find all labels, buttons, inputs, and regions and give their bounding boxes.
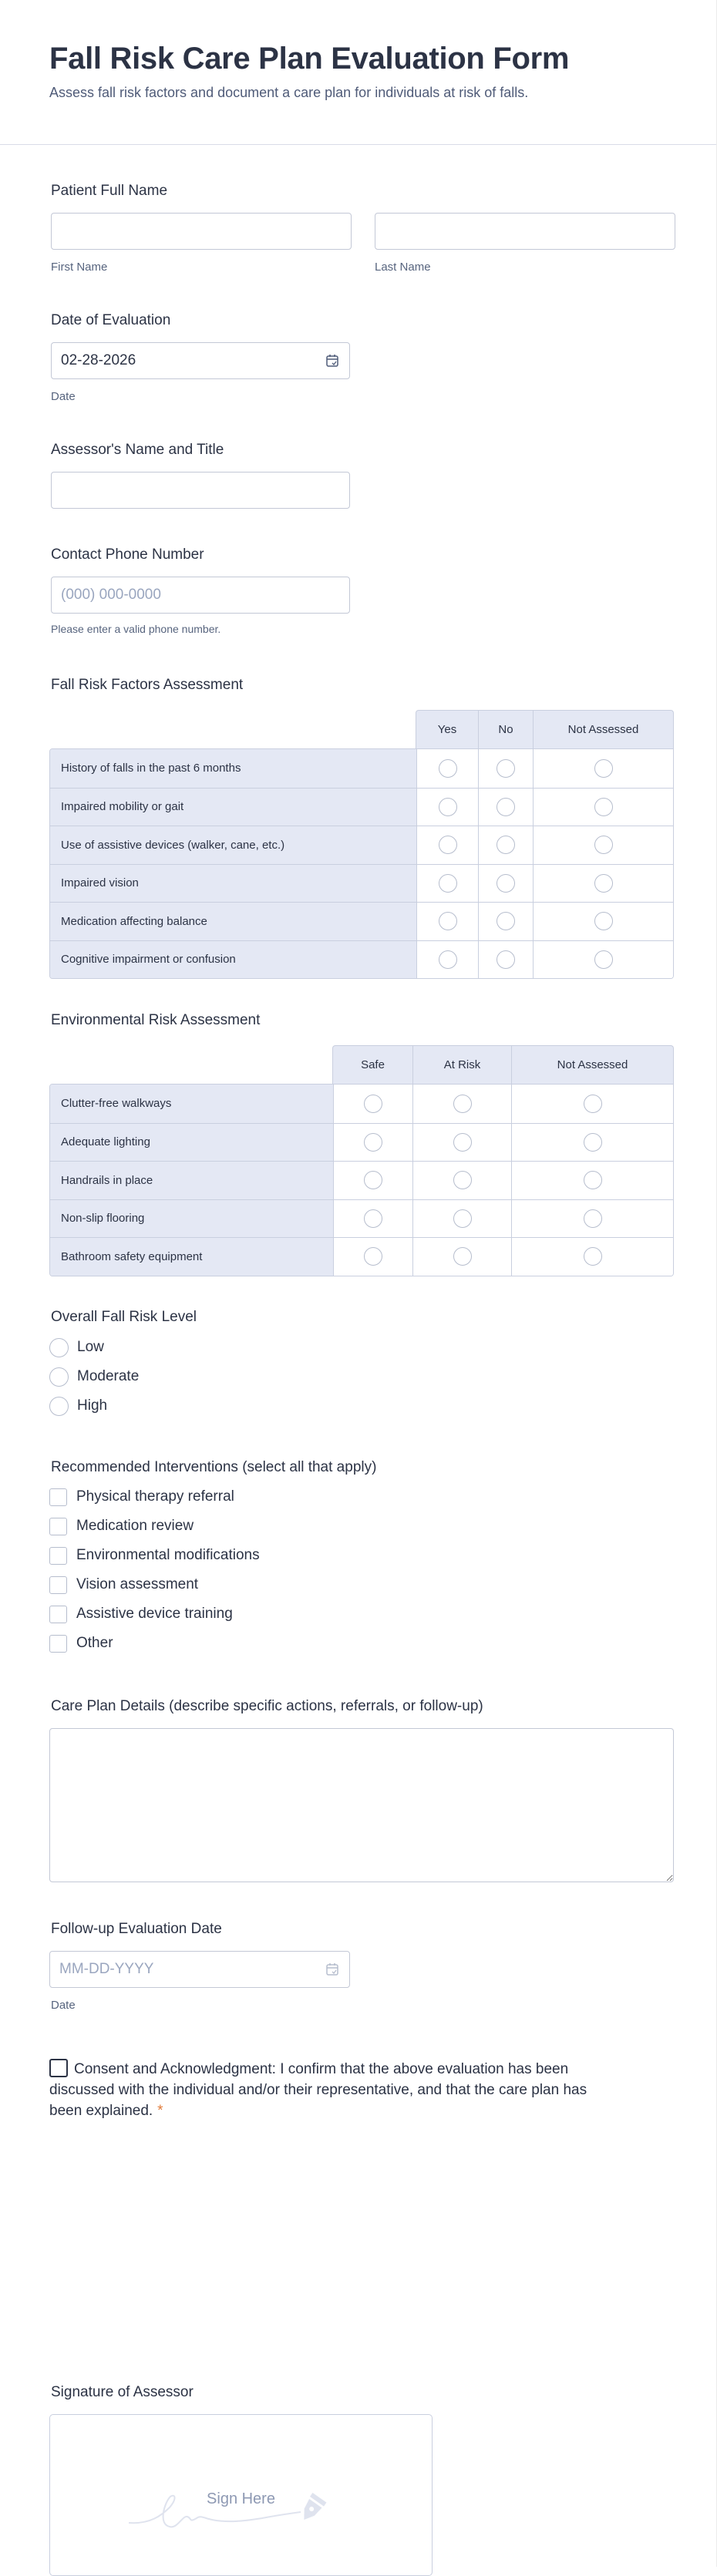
matrix-radio[interactable] <box>364 1133 382 1152</box>
intervention-option[interactable] <box>49 1599 376 1629</box>
matrix-cell <box>412 1238 511 1276</box>
evaluation-date-sublabel: Date <box>51 390 76 403</box>
intervention-checkbox[interactable] <box>49 1518 67 1535</box>
fall-risk-matrix <box>49 710 674 979</box>
matrix-radio[interactable] <box>497 836 515 854</box>
matrix-radio[interactable] <box>439 950 457 969</box>
matrix-radio[interactable] <box>584 1247 602 1266</box>
environment-matrix <box>49 1045 674 1276</box>
phone-sublabel: Please enter a valid phone number. <box>51 623 221 635</box>
evaluation-date-label: Date of Evaluation <box>51 312 171 328</box>
matrix-column-header: Not Assessed <box>533 711 673 748</box>
matrix-radio[interactable] <box>453 1171 472 1189</box>
matrix-row <box>50 826 673 864</box>
matrix-cell <box>478 903 533 940</box>
care-plan-field <box>51 1698 674 1882</box>
matrix-radio[interactable] <box>497 912 515 930</box>
interventions-label: Recommended Interventions (select all that apply) <box>51 1459 377 1475</box>
matrix-row-label: Non-slip flooring <box>50 1200 333 1238</box>
matrix-cell <box>511 1200 673 1238</box>
matrix-cell <box>478 826 533 864</box>
matrix-cell <box>412 1200 511 1238</box>
matrix-radio[interactable] <box>584 1209 602 1228</box>
phone-label: Contact Phone Number <box>51 546 204 563</box>
matrix-cell <box>333 1085 412 1123</box>
intervention-option-label: Other <box>76 1635 113 1651</box>
matrix-row <box>50 749 673 788</box>
intervention-checkbox[interactable] <box>49 1635 67 1653</box>
risk-level-radio[interactable] <box>49 1367 69 1387</box>
matrix-radio[interactable] <box>497 950 515 969</box>
matrix-radio[interactable] <box>594 759 613 778</box>
matrix-cell <box>416 826 478 864</box>
risk-level-option[interactable] <box>49 1362 197 1391</box>
matrix-radio[interactable] <box>453 1209 472 1228</box>
matrix-cell <box>511 1162 673 1199</box>
matrix-radio[interactable] <box>594 798 613 816</box>
matrix-row <box>50 1123 673 1162</box>
patient-name-label: Patient Full Name <box>51 183 168 199</box>
matrix-row <box>50 940 673 979</box>
matrix-radio[interactable] <box>594 874 613 893</box>
fall-risk-matrix-label-wrap <box>51 677 243 694</box>
matrix-cell <box>478 789 533 826</box>
matrix-radio[interactable] <box>453 1247 472 1266</box>
last-name-sublabel: Last Name <box>375 261 431 274</box>
matrix-cell <box>533 749 673 788</box>
matrix-row-label: Medication affecting balance <box>50 903 416 940</box>
consent-text: Consent and Acknowledgment: I confirm that the above evaluation has been discussed with the individual and/or their representative, and that the care plan has been explained. <box>49 2061 587 2119</box>
intervention-option[interactable] <box>49 1629 376 1658</box>
matrix-row <box>50 1161 673 1199</box>
care-plan-textarea[interactable] <box>49 1728 674 1882</box>
matrix-cell <box>416 865 478 903</box>
phone-input[interactable] <box>51 577 350 614</box>
intervention-checkbox[interactable] <box>49 1488 67 1506</box>
matrix-cell <box>511 1085 673 1123</box>
matrix-cell <box>416 941 478 979</box>
intervention-option-label: Vision assessment <box>76 1576 199 1592</box>
risk-level-field <box>51 1309 197 1421</box>
matrix-cell <box>333 1124 412 1162</box>
matrix-row-label: Use of assistive devices (walker, cane, etc.) <box>50 826 416 864</box>
environment-matrix-label-wrap <box>51 1012 260 1029</box>
matrix-row <box>50 788 673 826</box>
matrix-cell <box>533 941 673 979</box>
phone-placeholder: (000) 000-0000 <box>61 587 161 603</box>
matrix-cell <box>533 865 673 903</box>
risk-level-option-label: High <box>77 1397 108 1414</box>
fall-risk-matrix-label: Fall Risk Factors Assessment <box>51 677 244 693</box>
matrix-row-label: Handrails in place <box>50 1162 333 1199</box>
matrix-radio[interactable] <box>364 1209 382 1228</box>
matrix-row-label: Impaired mobility or gait <box>50 789 416 826</box>
matrix-row <box>50 902 673 940</box>
intervention-option-label: Environmental modifications <box>76 1547 260 1563</box>
sign-here-placeholder: Sign Here <box>207 2490 275 2507</box>
matrix-radio[interactable] <box>497 759 515 778</box>
intervention-option-label: Assistive device training <box>76 1606 233 1622</box>
matrix-cell <box>416 903 478 940</box>
signature-field <box>51 2384 433 2576</box>
matrix-row-label: History of falls in the past 6 months <box>50 749 416 788</box>
matrix-column-header: Yes <box>437 723 457 736</box>
calendar-icon[interactable] <box>325 353 340 368</box>
risk-level-label: Overall Fall Risk Level <box>51 1309 197 1325</box>
matrix-row-label: Bathroom safety equipment <box>50 1238 333 1276</box>
matrix-cell <box>511 1238 673 1276</box>
matrix-radio[interactable] <box>364 1247 382 1266</box>
matrix-radio[interactable] <box>453 1133 472 1152</box>
intervention-option-label: Physical therapy referral <box>76 1488 234 1505</box>
matrix-cell <box>478 941 533 979</box>
intervention-checkbox[interactable] <box>49 1576 67 1594</box>
page-title: Fall Risk Care Plan Evaluation Form <box>49 42 570 76</box>
risk-level-option-label: Low <box>77 1339 104 1355</box>
interventions-field <box>51 1459 376 1658</box>
risk-level-options <box>49 1333 197 1421</box>
last-name-input[interactable] <box>375 213 675 250</box>
matrix-radio[interactable] <box>584 1095 602 1113</box>
evaluation-date-input[interactable] <box>51 342 350 379</box>
matrix-radio[interactable] <box>439 798 457 816</box>
first-name-input[interactable] <box>51 213 352 250</box>
matrix-column-header: No <box>478 711 533 748</box>
patient-name-field <box>51 183 675 274</box>
care-plan-label: Care Plan Details (describe specific actions, referrals, or follow-up) <box>51 1698 483 1714</box>
intervention-option[interactable] <box>49 1541 376 1570</box>
risk-level-option[interactable] <box>49 1333 197 1362</box>
matrix-cell <box>511 1124 673 1162</box>
intervention-option[interactable] <box>49 1482 376 1512</box>
environment-matrix-label: Environmental Risk Assessment <box>51 1012 261 1028</box>
risk-level-radio[interactable] <box>49 1338 69 1357</box>
phone-field <box>51 546 350 635</box>
matrix-radio[interactable] <box>364 1171 382 1189</box>
intervention-option[interactable] <box>49 1570 376 1599</box>
assessor-label: Assessor's Name and Title <box>51 442 224 458</box>
page-subtitle: Assess fall risk factors and document a care plan for individuals at risk of falls. <box>49 85 529 100</box>
consent-field <box>49 2059 604 2121</box>
matrix-cell <box>416 749 478 788</box>
matrix-radio[interactable] <box>594 912 613 930</box>
evaluation-date-value: 02-28-2026 <box>61 352 136 368</box>
matrix-column-header: At Risk <box>412 1046 511 1084</box>
assessor-field <box>51 442 350 509</box>
risk-level-option-label: Moderate <box>77 1368 140 1384</box>
matrix-radio[interactable] <box>594 836 613 854</box>
matrix-cell <box>333 1162 412 1199</box>
matrix-column-header: Not Assessed <box>511 1046 673 1084</box>
matrix-radio[interactable] <box>364 1095 382 1113</box>
followup-date-field <box>51 1921 350 2012</box>
consent-checkbox[interactable] <box>49 2059 68 2077</box>
matrix-radio[interactable] <box>584 1171 602 1189</box>
matrix-radio[interactable] <box>497 874 515 893</box>
required-asterisk: * <box>157 2103 163 2119</box>
matrix-row-label: Clutter-free walkways <box>50 1085 333 1123</box>
matrix-cell <box>478 865 533 903</box>
matrix-cell <box>533 826 673 864</box>
evaluation-date-field <box>51 312 350 403</box>
matrix-cell <box>412 1124 511 1162</box>
matrix-row-label: Adequate lighting <box>50 1124 333 1162</box>
matrix-cell <box>478 749 533 788</box>
assessor-input[interactable] <box>51 472 350 509</box>
signature-pad[interactable] <box>49 2414 433 2576</box>
matrix-radio[interactable] <box>439 874 457 893</box>
risk-level-radio[interactable] <box>49 1397 69 1416</box>
matrix-column-header: Safe <box>361 1058 385 1071</box>
matrix-row <box>50 1199 673 1238</box>
intervention-checkbox[interactable] <box>49 1547 67 1565</box>
followup-date-input[interactable] <box>49 1951 350 1988</box>
followup-date-placeholder: MM-DD-YYYY <box>59 1961 154 1977</box>
signature-label: Signature of Assessor <box>51 2384 194 2400</box>
matrix-cell <box>416 789 478 826</box>
matrix-radio[interactable] <box>453 1095 472 1113</box>
followup-date-label: Follow-up Evaluation Date <box>51 1921 222 1937</box>
matrix-radio[interactable] <box>439 759 457 778</box>
risk-level-option[interactable] <box>49 1391 197 1421</box>
matrix-cell <box>333 1200 412 1238</box>
matrix-row-label: Cognitive impairment or confusion <box>50 941 416 979</box>
calendar-icon[interactable] <box>325 1962 340 1977</box>
matrix-row <box>50 1085 673 1123</box>
interventions-options <box>49 1482 376 1658</box>
intervention-option-label: Medication review <box>76 1518 194 1534</box>
matrix-cell <box>533 789 673 826</box>
matrix-row <box>50 864 673 903</box>
matrix-radio[interactable] <box>497 798 515 816</box>
matrix-radio[interactable] <box>584 1133 602 1152</box>
matrix-radio[interactable] <box>594 950 613 969</box>
first-name-sublabel: First Name <box>51 261 108 274</box>
matrix-cell <box>412 1162 511 1199</box>
intervention-option[interactable] <box>49 1512 376 1541</box>
matrix-row <box>50 1237 673 1276</box>
matrix-radio[interactable] <box>439 912 457 930</box>
intervention-checkbox[interactable] <box>49 1606 67 1623</box>
matrix-radio[interactable] <box>439 836 457 854</box>
matrix-cell <box>412 1085 511 1123</box>
matrix-row-label: Impaired vision <box>50 865 416 903</box>
form-header <box>0 0 716 145</box>
matrix-cell <box>533 903 673 940</box>
matrix-cell <box>333 1238 412 1276</box>
followup-date-sublabel: Date <box>51 1999 76 2012</box>
